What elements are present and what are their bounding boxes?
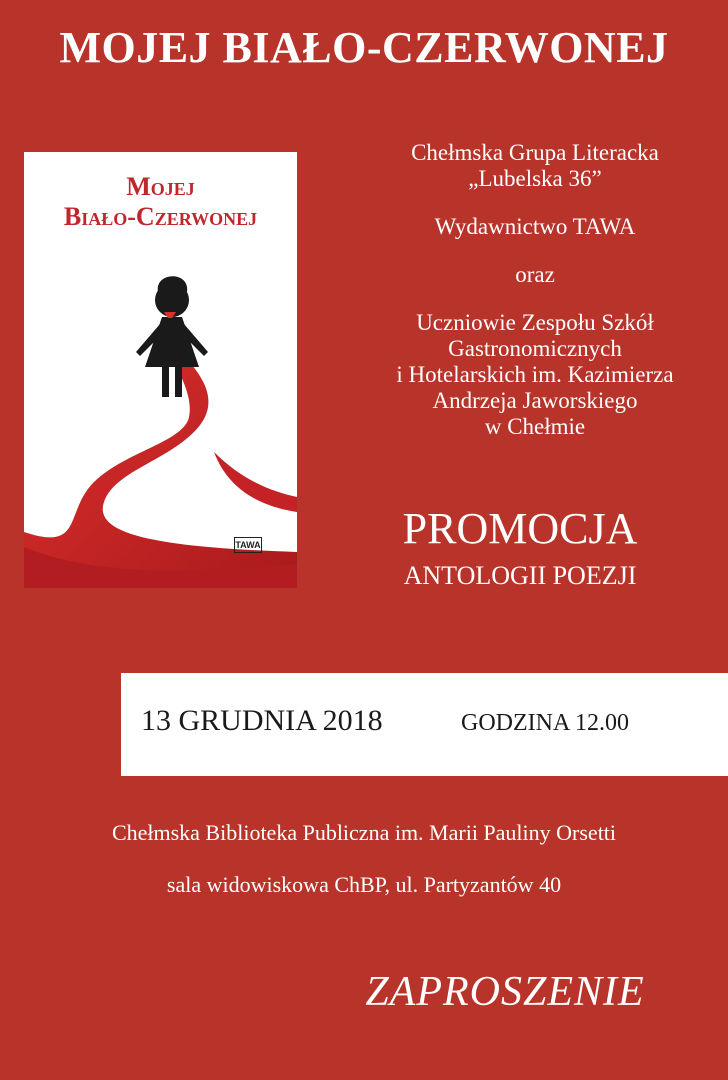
venue-address: sala widowiskowa ChBP, ul. Partyzantów 40 <box>166 872 562 897</box>
event-date-box <box>121 673 728 776</box>
event-time: GODZINA 12.00 <box>461 710 629 736</box>
poster-title: MOJEJ BIAŁO-CZERWONEJ <box>59 23 669 72</box>
book-cover-image <box>24 152 297 588</box>
event-date: 13 GRUDNIA 2018 <box>141 704 383 737</box>
venue-name: Chełmska Biblioteka Publiczna im. Marii Pauliny Orsetti <box>111 820 617 845</box>
invitation-label: ZAPROSZENIE <box>365 969 645 1015</box>
promotion-subtitle: ANTOLOGII POEZJI <box>403 561 637 590</box>
group-name-line1: Chełmska Grupa Literacka <box>411 140 659 165</box>
school-line1: Uczniowie Zespołu Szkół <box>416 310 654 335</box>
school-line5: w Chełmie <box>484 414 586 439</box>
group-name-line2: „Lubelska 36” <box>468 166 602 191</box>
school-line2: Gastronomicznych <box>448 336 622 361</box>
organizers-block <box>340 140 728 440</box>
book-cover-title: Mojej Biało-Czerwonej <box>63 172 258 231</box>
school-line4: Andrzeja Jaworskiego <box>432 388 638 413</box>
promotion-title: PROMOCJA <box>402 504 638 553</box>
school-line3: i Hotelarskich im. Kazimierza <box>396 362 674 387</box>
publisher-name: Wydawnictwo TAWA <box>434 214 636 239</box>
publisher-logo: TAWA <box>234 537 262 553</box>
conjunction-text: oraz <box>515 262 555 287</box>
